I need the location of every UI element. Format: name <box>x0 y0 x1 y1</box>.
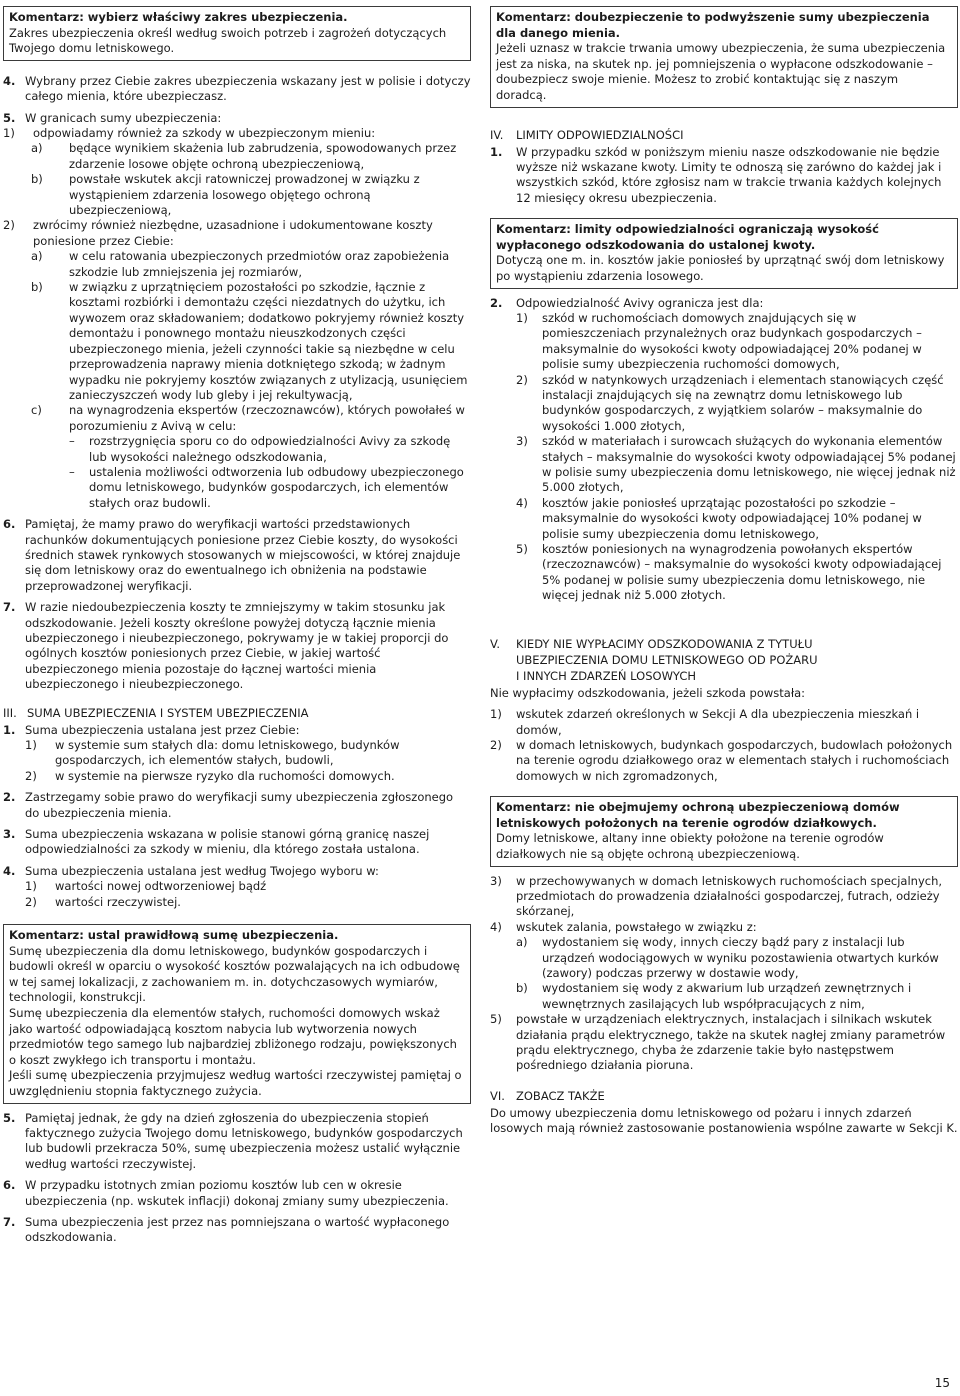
comment-text: Zakres ubezpieczenia określ według swoich potrzeb i zagrożeń dotyczących Twojego domu letniskowego. <box>9 25 447 56</box>
clause-5-1: 1) odpowiadamy również za szkody w ubezpieczonym mieniu: <box>3 126 376 140</box>
comment-box-limits: Komentarz: limity odpowiedzialności ograniczają wysokość wypłaconego odszkodowania do ustalonej kwoty. Dotyczą one m. in. kosztów jakie poniosłeś by uprzątnąć swój dom letniskowy po wystąpieniu zdarzenia losowego. <box>490 218 958 288</box>
section-vi-heading: VI. ZOBACZ TAKŻE <box>490 1088 605 1103</box>
comment-title: Komentarz: nie obejmujemy ochroną ubezpieczeniową domów letniskowych położonych na terenie ogrodów działkowych. <box>496 800 900 830</box>
sec3-clause-1-1: 1) w systemie sum stałych dla: domu letniskowego, budynków gospodarczych, ich elementów stałych, budowli, <box>25 738 400 768</box>
comment-box-allotments: Komentarz: nie obejmujemy ochroną ubezpieczeniową domów letniskowych położonych na terenie ogrodów działkowych. Domy letniskowe, altany inne obiekty położone na terenie ogrodów działkowych nie są objęte ochroną ubezpieczeniową. <box>490 796 958 866</box>
sec3-clause-6: 6. W przypadku istotnych zmian poziomu kosztów lub cen w okresie ubezpieczenia (np. wskutek inflacji) dokonaj zmiany sumy ubezpieczenia. <box>3 1178 449 1208</box>
sec3-clause-1-2: 2) w systemie na pierwsze ryzyko dla ruchomości domowych. <box>25 768 395 783</box>
section-v-intro: Nie wypłacimy odszkodowania, jeżeli szkoda powstała: <box>490 685 806 700</box>
page-number: 15 <box>934 1376 950 1390</box>
sec3-clause-1: 1. Suma ubezpieczenia ustalana jest przez Ciebie: <box>3 722 300 737</box>
right-column <box>490 6 958 1137</box>
section-vi-text: Do umowy ubezpieczenia domu letniskowego od pożaru i innych zdarzeń losowych mają również zastosowanie postanowienia wspólne zawarte w Sekcji K. <box>490 1105 958 1136</box>
sec5-item-1: 1) wskutek zdarzeń określonych w Sekcji A dla ubezpieczenia mieszkań i domów, <box>490 707 920 737</box>
clause-5-2-c: c) na wynagrodzenia ekspertów (rzeczoznawców), których powołałeś w porozumieniu z Avivą w celu: <box>31 403 465 433</box>
clause-5-2-a: a) w celu ratowania ubezpieczonych przedmiotów oraz zapobieżenia szkodzie lub zmniejszenia jej rozmiarów, <box>31 249 450 279</box>
left-column <box>3 6 471 1246</box>
comment-title: Komentarz: wybierz właściwy zakres ubezpieczenia. <box>9 10 348 24</box>
clause-5-2-c-dash-1: – rozstrzygnięcia sporu co do odpowiedzialności Avivy za szkodę lub wysokości należnego odszkodowania, <box>69 434 451 464</box>
clause-6: 6. Pamiętaj, że mamy prawo do weryfikacji wartości przedstawionych rachunków dokumentujących poniesione przez Ciebie koszty, do wysokości średnich stawek rynkowych stosowanych w miejscowości, w której znajduje się dom letniskowy oraz do ewentualnego ich obniżenia na podstawie przeprowadzonej weryfikacji. <box>3 517 461 593</box>
sec4-clause-2-1: 1) szkód w ruchomościach domowych znajdujących się w pomieszczeniach przynależnych oraz budynkach gospodarczych – maksymalnie do wysokości kwoty odpowiadającej 20% podanej w polisie sumy ubezpieczenia ruchomości domowych, <box>516 310 922 372</box>
clause-7: 7. W razie niedoubezpieczenia koszty te zmniejszymy w takim stosunku jak odszkodowanie. Jeżeli koszty określone powyżej dotyczą łącznie mienia ubezpieczonego i nieubezpieczonego, pokrywamy je w takiej proporcji do ogólnych kosztów poniesionych przez Ciebie, w jakiej wartość ubezpieczonego mienia pozostaje do łącznej wartości mienia ubezpieczonego i nieubezpieczonego. <box>3 600 449 692</box>
comment-title: Komentarz: limity odpowiedzialności ograniczają wysokość wypłaconego odszkodowania do ustalonej kwoty. <box>496 222 879 252</box>
sec4-clause-2: 2. Odpowiedzialność Avivy ogranicza jest dla: <box>490 295 764 310</box>
sec3-clause-4: 4. Suma ubezpieczenia ustalana jest według Twojego wyboru w: <box>3 863 379 878</box>
sec5-item-4: 4) wskutek zalania, powstałego w związku z: <box>490 919 757 934</box>
sec5-item-5: 5) powstałe w urządzeniach elektrycznych, instalacjach i silnikach wskutek działania prądu elektrycznego, także na skutek nagłej zmiany parametrów prądu elektrycznego, chyba że zdarzenie takie było następstwem pośredniego działania pioruna. <box>490 1012 946 1073</box>
clause-4: 4. Wybrany przez Ciebie zakres ubezpieczenia wskazany jest w polisie i dotyczy całego mienia, które ubezpieczasz. <box>3 73 471 104</box>
sec4-clause-2-5: 5) kosztów poniesionych na wynagrodzenia powołanych ekspertów (rzeczoznawców) – maksymalnie do wysokości kwoty odpowiadającej 5% podanej w polisie sumy ubezpieczenia domu letniskowego, nie więcej jednak niż 5.000 złotych. <box>516 542 942 603</box>
sec3-clause-2: 2. Zastrzegamy sobie prawo do weryfikacji sumy ubezpieczenia zgłoszonego do ubezpieczenia mienia. <box>3 790 454 820</box>
sec5-item-4-a: a) wydostaniem się wody, innych cieczy bądź pary z instalacji lub urządzeń wodociągowych w wyniku pozostawienia otwartych kurków (zawory) podczas przerwy w dostawie wody, <box>516 935 939 980</box>
sec4-clause-2-3: 3) szkód w materiałach i surowcach służących do wykonania elementów stałych – maksymalnie do wysokości kwoty odpowiadającej 5% podanej w polisie sumy ubezpieczenia domu letniskowego, nie więcej jednak niż 5.000 złotych, <box>516 434 956 495</box>
sec3-clause-3: 3. Suma ubezpieczenia wskazana w polisie stanowi górną granicę naszej odpowiedzialności za szkody w mieniu, dla którego została ustalona. <box>3 827 430 857</box>
comment-box-top-up: Komentarz: doubezpieczenie to podwyższenie sumy ubezpieczenia dla danego mienia. Jeżeli uznasz w trakcie trwania umowy ubezpieczenia, że suma ubezpieczenia jest za niska, na skutek np. jej pomniejszenia o wypłacone odszkodowanie – doubezpiecz swoje mienie. Możesz to zrobić kontaktując się z naszym doradcą. <box>490 6 958 108</box>
comment-box-sum-insured: Komentarz: ustal prawidłową sumę ubezpieczenia. Sumę ubezpieczenia dla domu letniskowego, budynków gospodarczych i budowli określ w oparciu o wysokość kosztów pozwalających na ich odbudowę w tej samej lokalizacji, z zachowaniem m. in. dotychczasowych wymiarów, technologii, konstrukcji. Sumę ubezpieczenia dla elementów stałych, ruchomości domowych wskaż jako wartość odpowiadającą kosztom nabycia lub wytworzenia nowych przedmiotów tego samego lub najbardziej zbliżonego rodzaju, powiększonych o koszt zwykłego ich transportu i montażu. Jeśli sumę ubezpieczenia przyjmujesz według wartości rzeczywistej pamiętaj o uwzględnieniu stopnia faktycznego zużycia. <box>3 924 471 1104</box>
clause-5-2-b: b) w związku z uprzątnięciem pozostałości po szkodzie, łącznie z kosztami rozbiórki i demontażu części niezdatnych do użytku, ich wywozem oraz składowaniem; dodatkowo pokryjemy również koszty demontażu i ponownego montażu nieuszkodzonych części ubezpieczonego mienia, jeżeli czynności takie są niezbędne w celu przeprowadzenia naprawy mienia dotkniętego szkodą; w żadnym wypadku nie pokryjemy kosztów związanych z utylizacją, usunięciem zanieczyszczeń wody lub gleby i jej rekultywacją, <box>31 280 468 402</box>
sec3-clause-4-2: 2) wartości rzeczywistej. <box>25 894 181 909</box>
clause-5-1-a: a) będące wynikiem skażenia lub zabrudzenia, spowodowanych przez zdarzenie losowe objęte ochroną ubezpieczeniową, <box>31 141 457 171</box>
sec5-item-3: 3) w przechowywanych w domach letniskowych ruchomościach specjalnych, przedmiotach do prowadzenia działalności gospodarczej, futrach, odzieży skórzanej, <box>490 873 943 919</box>
clause-5: 5. W granicach sumy ubezpieczenia: <box>3 110 222 125</box>
clause-5-2-c-dash-2: – ustalenia możliwości odtworzenia lub odbudowy ubezpieczonego domu letniskowego, budynków gospodarczych, ich elementów stałych oraz budowli. <box>69 464 464 510</box>
section-v-heading: V. KIEDY NIE WYPŁACIMY ODSZKODOWANIA Z TYTUŁU UBEZPIECZENIA DOMU LETNISKOWEGO OD POŻARU I INNYCH ZDARZEŃ LOSOWYCH <box>490 636 818 683</box>
sec3-clause-5: 5. Pamiętaj jednak, że gdy na dzień zgłoszenia do ubezpieczenia stopień faktycznego zużycia Twojego domu letniskowego, budynków gospodarczych lub budowli przekracza 50%, sumę ubezpieczenia możesz ustalić wyłącznie według wartości rzeczywistej. <box>3 1110 463 1171</box>
sec5-item-2: 2) w domach letniskowych, budynkach gospodarczych, budowlach położonych na terenie ogrodu działkowego oraz w elementach stałych i ruchomościach domowych w nich zgromadzonych, <box>490 737 953 783</box>
comment-title: Komentarz: ustal prawidłową sumę ubezpieczenia. <box>9 928 339 943</box>
sec4-clause-2-2: 2) szkód w natynkowych urządzeniach i elementach stanowiących część instalacji znajdujących się na zewnątrz domu letniskowego lub budynków gospodarczych, z wyjątkiem solarów – maksymalnie do wysokości 1.000 złotych, <box>516 372 944 433</box>
sec3-clause-7: 7. Suma ubezpieczenia jest przez nas pomniejszana o wartość wypłaconego odszkodowania. <box>3 1215 450 1245</box>
clause-5-2: 2) zwrócimy również niezbędne, uzasadnione i udokumentowane koszty poniesione przez Ciebie: <box>3 218 433 248</box>
section-iii-heading: III. SUMA UBEZPIECZENIA I SYSTEM UBEZPIECZENIA <box>3 705 309 720</box>
comment-title: Komentarz: doubezpieczenie to podwyższenie sumy ubezpieczenia dla danego mienia. <box>496 10 930 40</box>
sec4-clause-1: 1. W przypadku szkód w poniższym mieniu nasze odszkodowanie nie będzie wyższe niż wskazane kwoty. Limity te odnoszą się zarówno do każdej jak i wszystkich szkód, które zgłosisz nam w trakcie trwania każdych kolejnych 12 miesięcy okresu ubezpieczenia. <box>490 144 942 205</box>
sec3-clause-4-1: 1) wartości nowej odtworzeniowej bądź <box>25 879 267 894</box>
sec5-item-4-b: b) wydostaniem się wody z akwarium lub urządzeń zewnętrznych i wewnętrznych zasilających lub współpracujących z nim, <box>516 981 912 1011</box>
sec4-clause-2-4: 4) kosztów jakie poniosłeś uprzątając pozostałości po szkodzie – maksymalnie do wysokości kwoty odpowiadającej 10% podanej w polisie sumy ubezpieczenia domu letniskowego, <box>516 495 922 541</box>
section-iv-heading: IV. LIMITY ODPOWIEDZIALNOŚCI <box>490 127 684 142</box>
clause-5-1-b: b) powstałe wskutek akcji ratowniczej prowadzonej w związku z wystąpieniem zdarzenia losowego objętego ochroną ubezpieczeniową, <box>31 172 420 218</box>
comment-box-scope <box>3 6 471 61</box>
